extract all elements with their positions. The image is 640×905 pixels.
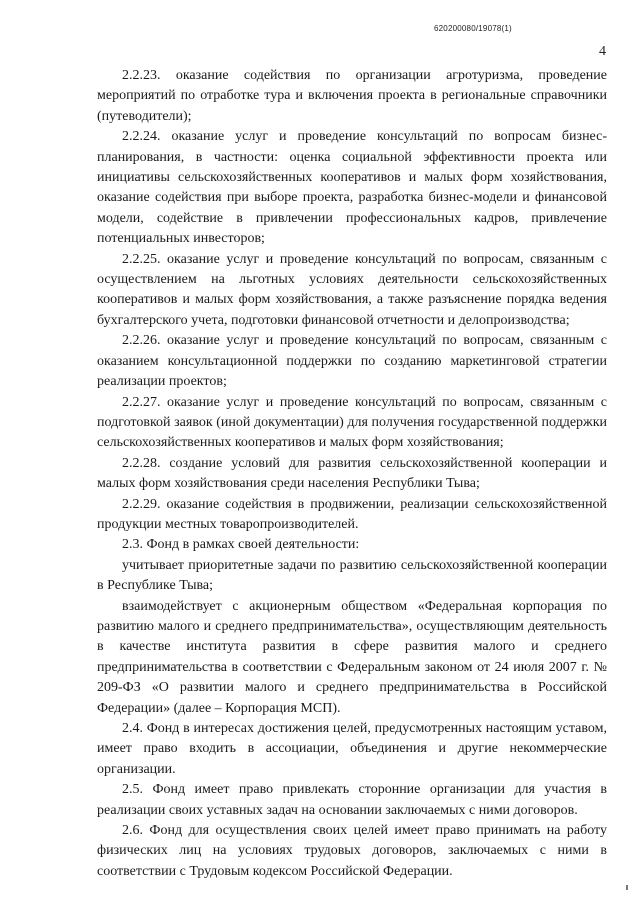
document-id: 620200080/19078(1) — [434, 24, 512, 33]
paragraph-2-2-23: 2.2.23. оказание содействия по организации агротуризма, проведение мероприятий по отработке тура и включения проекта в региональные справочники (путеводители); — [97, 68, 607, 124]
paragraph-2-2-27: 2.2.27. оказание услуг и проведение консультаций по вопросам, связанным с подготовкой заявок (иной документации) для получения государственной поддержки сельскохозяйственных кооперативов и малых форм хозяйствования; — [97, 394, 607, 451]
paragraph-2-3-item-1: учитывает приоритетные задачи по развитию сельскохозяйственной кооперации в Республике Тыва; — [97, 557, 607, 594]
paragraph-2-2-25: 2.2.25. оказание услуг и проведение консультаций по вопросам, связанным с осуществлением на льготных условиях деятельности сельскохозяйственных кооперативов и малых форм хозяйствования, а также разъяснение порядка ведения бухгалтерского учета, подготовки финансовой отчетности и делопроизводства; — [97, 251, 607, 328]
document-body — [97, 66, 607, 882]
scan-mark — [626, 885, 628, 890]
paragraph-2-6: 2.6. Фонд для осуществления своих целей имеет право принимать на работу физических лиц на условиях трудовых договоров, заключаемых с ними в соответствии с Трудовым кодексом Российской Федерации. — [97, 823, 607, 879]
paragraph-2-2-29: 2.2.29. оказание содействия в продвижении, реализации сельскохозяйственной продукции местных товаропроизводителей. — [97, 496, 607, 532]
paragraph-2-3-item-2: взаимодействует с акционерным обществом «Федеральная корпорация по развитию малого и среднего предпринимательства», осуществляющим деятельность в качестве института развития в сфере развития малого и среднего предпринимательства в соответствии с Федеральным законом от 24 июля 2007 г. № 209-ФЗ «О развитии малого и среднего предпринимательства в Российской Федерации» (далее – Корпорация МСП). — [97, 598, 607, 716]
paragraph-2-4: 2.4. Фонд в интересах достижения целей, предусмотренных настоящим уставом, имеет право входить в ассоциации, объединения и другие некоммерческие организации. — [97, 721, 607, 777]
page-number: 4 — [599, 44, 606, 59]
paragraph-2-5: 2.5. Фонд имеет право привлекать сторонние организации для участия в реализации своих уставных задач на основании заключаемых с ними договоров. — [97, 782, 607, 818]
paragraph-2-2-24: 2.2.24. оказание услуг и проведение консультаций по вопросам бизнес-планирования, в частности: оценка социальной эффективности проекта или инициативы сельскохозяйственных кооперативов и малых форм хозяйствования, оказание содействия при выборе проекта, разработка бизнес-модели и финансовой модели, содействие в привлечении профессиональных кадров, привлечение потенциальных инвесторов; — [97, 129, 607, 247]
paragraph-2-3: 2.3. Фонд в рамках своей деятельности: — [122, 537, 360, 553]
paragraph-2-2-26: 2.2.26. оказание услуг и проведение консультаций по вопросам, связанным с оказанием консультационной поддержки по созданию маркетинговой стратегии реализации проектов; — [97, 333, 607, 390]
paragraph-2-2-28: 2.2.28. создание условий для развития сельскохозяйственной кооперации и малых форм хозяйствования среди населения Республики Тыва; — [97, 455, 607, 492]
